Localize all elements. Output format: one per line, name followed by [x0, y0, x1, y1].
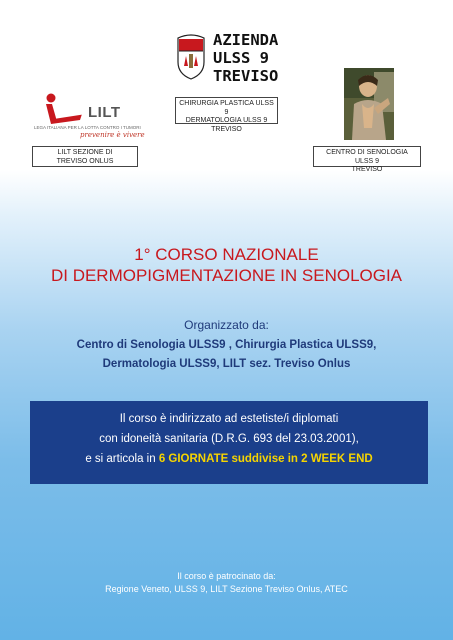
- course-info-line2: con idoneità sanitaria (D.R.G. 693 del 23.03.2001),: [99, 433, 359, 445]
- patronage-label: Il corso è patrocinato da:: [177, 571, 276, 581]
- chirurgia-box: [175, 97, 278, 133]
- course-info-band: [30, 401, 428, 484]
- patronage-list: Regione Veneto, ULSS 9, LILT Sezione Treviso Onlus, ATEC: [105, 584, 348, 594]
- chirurgia-box-line3: TREVISO: [211, 125, 242, 133]
- organized-label: Organizzato da:: [184, 318, 269, 332]
- patronage: [0, 570, 453, 596]
- ulss-logo-line1: AZIENDA: [213, 31, 279, 49]
- painting-image: [344, 68, 394, 140]
- chirurgia-box-line1: CHIRURGIA PLASTICA ULSS 9: [179, 100, 274, 116]
- lilt-logo: [30, 88, 145, 140]
- lilt-box-line1: LILT SEZIONE DI: [57, 149, 113, 156]
- ulss-logo-line2: ULSS 9: [213, 49, 269, 67]
- course-title-line1: 1° CORSO NAZIONALE: [134, 245, 319, 264]
- lilt-emblem-icon: [42, 92, 86, 126]
- chirurgia-box-line2: DERMATOLOGIA ULSS 9: [185, 117, 268, 124]
- lilt-logo-caption: LEGA ITALIANA PER LA LOTTA CONTRO I TUMORI: [34, 125, 141, 130]
- ulss-logo-line3: TREVISO: [213, 67, 279, 85]
- centro-senologia-box: [313, 146, 421, 173]
- organizers-line2: Dermatologia ULSS9, LILT sez. Treviso Onlus: [102, 358, 351, 370]
- course-info-highlight: 6 GIORNATE suddivise in 2 WEEK END: [158, 453, 373, 465]
- centro-box-line2: TREVISO: [351, 166, 383, 173]
- course-title-line2: DI DERMOPIGMENTAZIONE IN SENOLOGIA: [50, 266, 403, 285]
- organizers: [0, 336, 453, 374]
- lilt-section-box: [32, 146, 138, 167]
- course-info-line3-prefix: e si articola in: [85, 453, 159, 465]
- course-title: [0, 244, 453, 286]
- ulss-logo-text: [213, 31, 278, 85]
- centro-box-line1: CENTRO DI SENOLOGIA ULSS 9: [326, 149, 408, 165]
- course-info-line1: Il corso è indirizzato ad estetiste/i diplomati: [119, 413, 339, 425]
- course-info-line3: [30, 449, 428, 469]
- lilt-slogan: prevenire è vivere: [80, 131, 145, 139]
- lilt-box-line2: TREVISO ONLUS: [56, 157, 114, 165]
- ulss-shield-icon: [176, 32, 206, 80]
- organizers-line1: Centro di Senologia ULSS9 , Chirurgia Plastica ULSS9,: [76, 339, 377, 351]
- lilt-logo-word: LILT: [88, 104, 121, 121]
